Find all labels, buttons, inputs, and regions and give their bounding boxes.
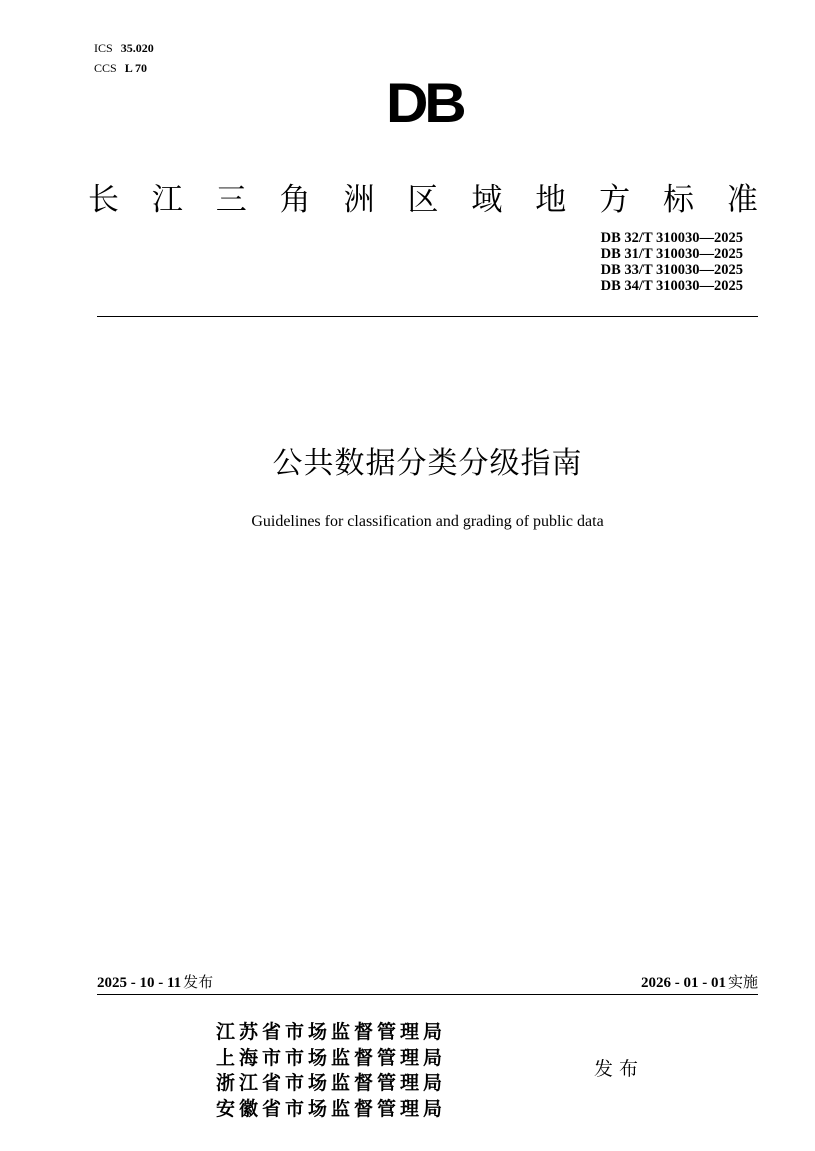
document-title-english: Guidelines for classification and grading of public data: [251, 513, 604, 530]
issuer: 上海市市场监督管理局: [216, 1046, 447, 1069]
ccs-code: L 70: [124, 61, 148, 75]
standard-type-char: 标: [663, 182, 695, 218]
effective-date-value: 2026 - 01 - 01: [640, 975, 726, 991]
standard-type-char: 长: [88, 182, 119, 218]
standard-type-char: 区: [407, 182, 439, 218]
standard-type-heading: [88, 180, 758, 220]
standard-type-char: 角: [279, 182, 311, 218]
issue-label: 发布: [594, 1058, 645, 1080]
standard-number: DB 32/T 310030—2025: [600, 230, 743, 246]
issuer: 浙江省市场监督管理局: [216, 1072, 447, 1094]
standard-type-char: 准: [726, 182, 758, 218]
ics-label: ICS: [94, 41, 113, 55]
ics-line: [94, 41, 154, 55]
standard-type-char: 江: [151, 182, 183, 218]
top-divider: [97, 316, 758, 317]
standard-number: DB 33/T 310030—2025: [600, 262, 743, 278]
issuer: 安徽省市场监督管理局: [216, 1097, 447, 1120]
standard-number: DB 34/T 310030—2025: [600, 278, 743, 294]
effective-date: [641, 972, 758, 993]
document-title-chinese: 公共数据分类分级指南: [272, 446, 583, 481]
standard-type-char: 洲: [343, 182, 375, 218]
db-logo: DB: [386, 71, 463, 134]
standard-numbers: [601, 230, 743, 294]
ics-code: 35.020: [120, 41, 154, 55]
standard-type-char: 三: [215, 182, 247, 218]
standard-number: DB 31/T 310030—2025: [600, 246, 743, 262]
ccs-label: CCS: [94, 61, 117, 75]
issuer: 江苏省市场监督管理局: [216, 1021, 447, 1043]
release-date-value: 2025 - 10 - 11: [97, 975, 182, 991]
ccs-line: [94, 61, 147, 75]
standard-type-char: 方: [599, 182, 631, 218]
standard-type-char: 域: [471, 182, 503, 218]
effective-date-label: 实施: [727, 973, 758, 991]
issuing-authorities: [216, 1020, 446, 1122]
standard-type-char: 地: [535, 182, 567, 218]
release-date: [97, 972, 213, 993]
release-date-label: 发布: [183, 973, 214, 991]
bottom-divider: [97, 994, 758, 995]
